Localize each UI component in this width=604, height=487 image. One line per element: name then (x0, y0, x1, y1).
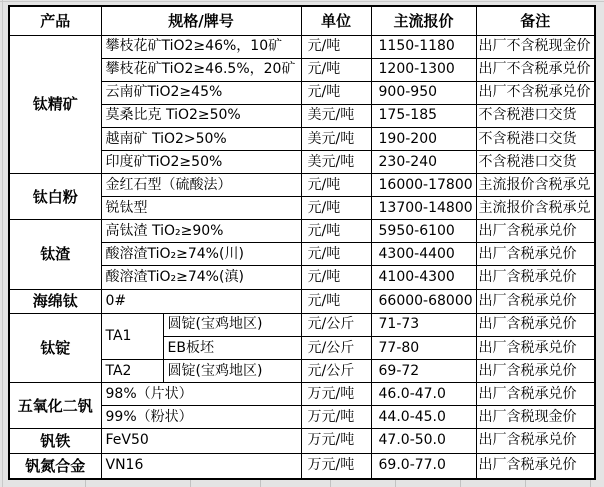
unit-cell: 元/公斤 (301, 360, 371, 383)
table-row (9, 314, 595, 337)
col-header-price: 主流报价 (371, 6, 476, 36)
unit-cell: 元/吨 (301, 82, 371, 105)
note-cell: 主流报价含税承兑 (476, 174, 595, 197)
product-cell: 钛精矿 (9, 36, 101, 174)
note-cell: 出厂含税承兑价 (476, 360, 595, 383)
price-cell: 66000-68000 (371, 289, 476, 314)
price-cell: 4300-4400 (371, 243, 476, 266)
price-cell: 190-200 (371, 128, 476, 151)
background-gridline (85, 480, 86, 487)
note-cell: 出厂含税承兑价 (476, 289, 595, 314)
price-cell: 77-80 (371, 337, 476, 360)
spec-cell: VN16 (101, 453, 301, 479)
grade-cell: TA1 (101, 314, 163, 360)
price-cell: 1150-1180 (371, 36, 476, 59)
unit-cell: 元/吨 (301, 59, 371, 82)
price-cell: 44.0-45.0 (371, 406, 476, 429)
unit-cell: 元/吨 (301, 197, 371, 220)
background-gridline (260, 480, 261, 487)
price-cell: 71-73 (371, 314, 476, 337)
form-cell: 圆锭(宝鸡地区) (163, 360, 301, 383)
spec-cell: 攀枝花矿TiO2≥46%，10矿 (101, 36, 301, 59)
note-cell: 出厂含税承兑价 (476, 314, 595, 337)
unit-cell: 美元/吨 (301, 105, 371, 128)
background-gridline (0, 1, 604, 2)
product-cell: 海绵钛 (9, 289, 101, 314)
unit-cell: 元/吨 (301, 220, 371, 243)
background-gridline (2, 0, 3, 487)
table-row (9, 36, 595, 59)
table-row (9, 429, 595, 454)
col-header-unit: 单位 (301, 6, 371, 36)
spec-cell: 酸溶渣TiO₂≥74%(川) (101, 243, 301, 266)
note-cell: 出厂含税现金价 (476, 406, 595, 429)
note-cell: 不含税港口交货 (476, 105, 595, 128)
unit-cell: 万元/吨 (301, 429, 371, 454)
col-header-product: 产品 (9, 6, 101, 36)
col-header-spec: 规格/牌号 (101, 6, 301, 36)
table-row (9, 383, 595, 406)
note-cell: 出厂不含税现金价 (476, 36, 595, 59)
unit-cell: 元/吨 (301, 243, 371, 266)
product-cell: 钛白粉 (9, 174, 101, 220)
unit-cell: 元/公斤 (301, 337, 371, 360)
unit-cell: 元/吨 (301, 289, 371, 314)
background-gridline (460, 480, 461, 487)
price-cell: 4100-4300 (371, 266, 476, 289)
spec-cell: 印度矿TiO2≥50% (101, 151, 301, 174)
price-table (8, 5, 596, 480)
unit-cell: 万元/吨 (301, 406, 371, 429)
note-cell: 不含税港口交货 (476, 151, 595, 174)
price-cell: 175-185 (371, 105, 476, 128)
price-cell: 900-950 (371, 82, 476, 105)
note-cell: 出厂含税承兑价 (476, 243, 595, 266)
note-cell: 主流报价含税承兑 (476, 197, 595, 220)
background-gridline (395, 480, 396, 487)
unit-cell: 元/吨 (301, 266, 371, 289)
table-header-row (9, 6, 595, 36)
spec-cell: 云南矿TiO2≥45% (101, 82, 301, 105)
table-row (9, 453, 595, 479)
spec-cell: 99%（粉状） (101, 406, 301, 429)
background-gridline (590, 480, 591, 487)
note-cell: 出厂含税承兑价 (476, 266, 595, 289)
price-cell: 46.0-47.0 (371, 383, 476, 406)
spec-cell: FeV50 (101, 429, 301, 454)
unit-cell: 美元/吨 (301, 151, 371, 174)
background-gridline (330, 480, 331, 487)
product-cell: 钛渣 (9, 220, 101, 289)
unit-cell: 美元/吨 (301, 128, 371, 151)
spec-cell: 金红石型（硫酸法） (101, 174, 301, 197)
background-gridline (525, 480, 526, 487)
note-cell: 出厂含税承兑价 (476, 429, 595, 454)
form-cell: EB板坯 (163, 337, 301, 360)
spec-cell: 攀枝花矿TiO2≥46.5%，20矿 (101, 59, 301, 82)
price-cell: 13700-14800 (371, 197, 476, 220)
spec-cell: 0# (101, 289, 301, 314)
price-cell: 5950-6100 (371, 220, 476, 243)
price-cell: 47.0-50.0 (371, 429, 476, 454)
note-cell: 出厂不含税承兑价 (476, 59, 595, 82)
note-cell: 出厂含税承兑价 (476, 453, 595, 479)
price-cell: 69.0-77.0 (371, 453, 476, 479)
background-gridline (190, 480, 191, 487)
price-cell: 16000-17800 (371, 174, 476, 197)
note-cell: 出厂含税承兑价 (476, 383, 595, 406)
table-row (9, 174, 595, 197)
product-cell: 钒氮合金 (9, 453, 101, 479)
product-cell: 钒铁 (9, 429, 101, 454)
spec-cell: 高钛渣 TiO₂≥90% (101, 220, 301, 243)
unit-cell: 元/吨 (301, 36, 371, 59)
spec-cell: 莫桑比克 TiO2≥50% (101, 105, 301, 128)
col-header-note: 备注 (476, 6, 595, 36)
unit-cell: 万元/吨 (301, 453, 371, 479)
product-cell: 钛锭 (9, 314, 101, 383)
grade-cell: TA2 (101, 360, 163, 383)
table-row (9, 220, 595, 243)
unit-cell: 元/公斤 (301, 314, 371, 337)
table-row (9, 289, 595, 314)
product-cell: 五氧化二钒 (9, 383, 101, 429)
note-cell: 不含税港口交货 (476, 128, 595, 151)
note-cell: 出厂含税承兑价 (476, 220, 595, 243)
price-cell: 69-72 (371, 360, 476, 383)
price-cell: 230-240 (371, 151, 476, 174)
spec-cell: 98%（片状） (101, 383, 301, 406)
note-cell: 出厂不含税承兑价 (476, 82, 595, 105)
unit-cell: 元/吨 (301, 174, 371, 197)
note-cell: 出厂含税承兑价 (476, 337, 595, 360)
spec-cell: 酸溶渣TiO₂≥74%(滇) (101, 266, 301, 289)
price-cell: 1200-1300 (371, 59, 476, 82)
spec-cell: 越南矿 TiO2>50% (101, 128, 301, 151)
spec-cell: 锐钛型 (101, 197, 301, 220)
unit-cell: 万元/吨 (301, 383, 371, 406)
form-cell: 圆锭(宝鸡地区) (163, 314, 301, 337)
